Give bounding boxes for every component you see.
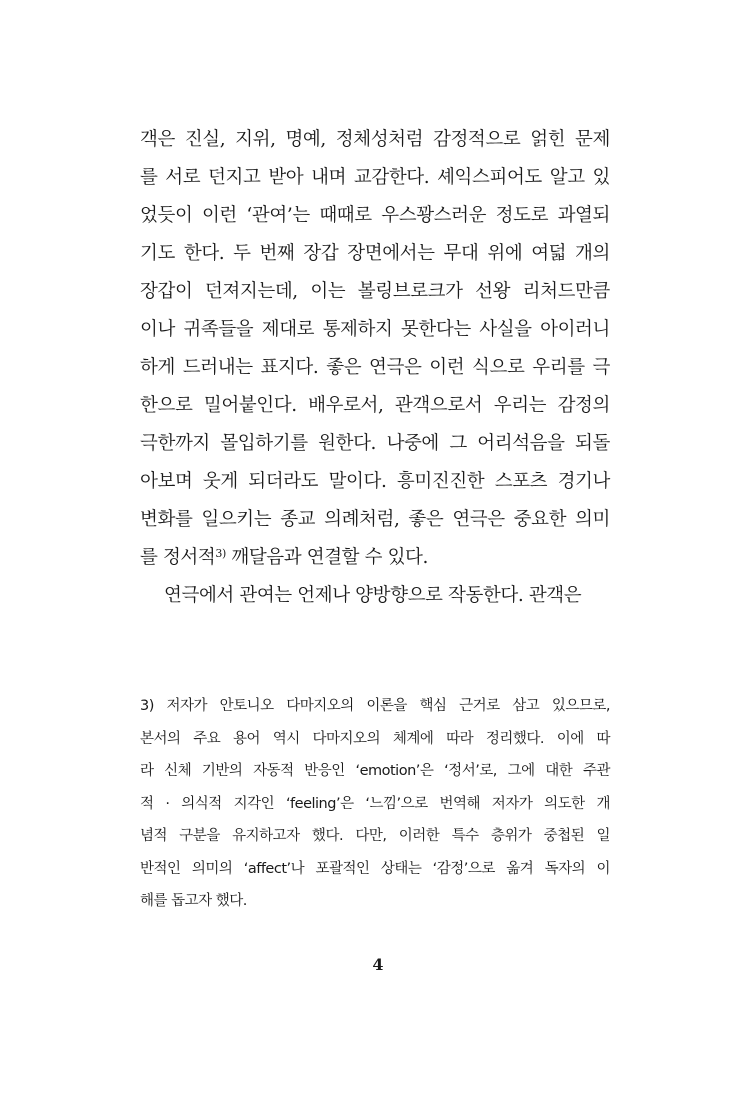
body-line-text: 를 정서적 [140, 547, 216, 568]
body-line: 장갑이 던져지는데, 이는 볼링브로크가 선왕 리처드만큼 [140, 281, 610, 302]
body-line: 극한까지 몰입하기를 원한다. 나중에 그 어리석음을 되돌 [140, 433, 610, 454]
body-line: 하게 드러내는 표지다. 좋은 연극은 이런 식으로 우리를 극 [140, 357, 610, 378]
body-line-text: 깨달음과 연결할 수 있다. [225, 547, 428, 568]
footnote-line: 반적인 의미의 ‘affect’나 포괄적인 상태는 ‘감정’으로 옮겨 독자의 이 [140, 860, 610, 877]
body-text [140, 121, 610, 615]
footnote-line: 3) 저자가 안토니오 다마지오의 이론을 핵심 근거로 삼고 있으므로, [140, 698, 610, 714]
body-line: 객은 진실, 지위, 명예, 정체성처럼 감정적으로 얽힌 문제 [140, 129, 610, 150]
paragraph-start-line: 연극에서 관여는 언제나 양방향으로 작동한다. 관객은 [164, 585, 582, 606]
footnote-line: 라 신체 기반의 자동적 반응인 ‘emotion’은 ‘정서’로, 그에 대한 주관 [140, 763, 610, 779]
body-line: 었듯이 이런 ‘관여’는 때때로 우스꽝스러운 정도로 과열되 [140, 205, 610, 226]
body-line: 아보며 웃게 되더라도 말이다. 흥미진진한 스포츠 경기나 [140, 471, 610, 492]
body-line-with-footnote [140, 539, 610, 577]
body-line: 한으로 밀어붙인다. 배우로서, 관객으로서 우리는 감정의 [140, 395, 610, 416]
footnote [140, 690, 610, 918]
body-line: 기도 한다. 두 번째 장갑 장면에서는 무대 위에 여덟 개의 [140, 243, 610, 264]
footnote-line: 적 · 의식적 지각인 ‘feeling’은 ‘느낌’으로 번역해 저자가 의도한 개 [140, 795, 610, 812]
footnote-line: 해를 돕고자 했다. [140, 893, 247, 909]
body-line: 변화를 일으키는 종교 의례처럼, 좋은 연극은 중요한 의미 [140, 509, 610, 530]
body-line: 를 서로 던지고 받아 내며 교감한다. 셰익스피어도 알고 있 [140, 167, 610, 188]
body-line: 이나 귀족들을 제대로 통제하지 못한다는 사실을 아이러니 [140, 319, 610, 340]
page-number: 4 [372, 955, 384, 974]
footnote-line: 념적 구분을 유지하고자 했다. 다만, 이러한 특수 층위가 중첩된 일 [140, 828, 610, 844]
footnote-line: 본서의 주요 용어 역시 다마지오의 체계에 따라 정리했다. 이에 따 [140, 730, 610, 747]
footnote-reference[interactable]: 3) [215, 547, 226, 560]
